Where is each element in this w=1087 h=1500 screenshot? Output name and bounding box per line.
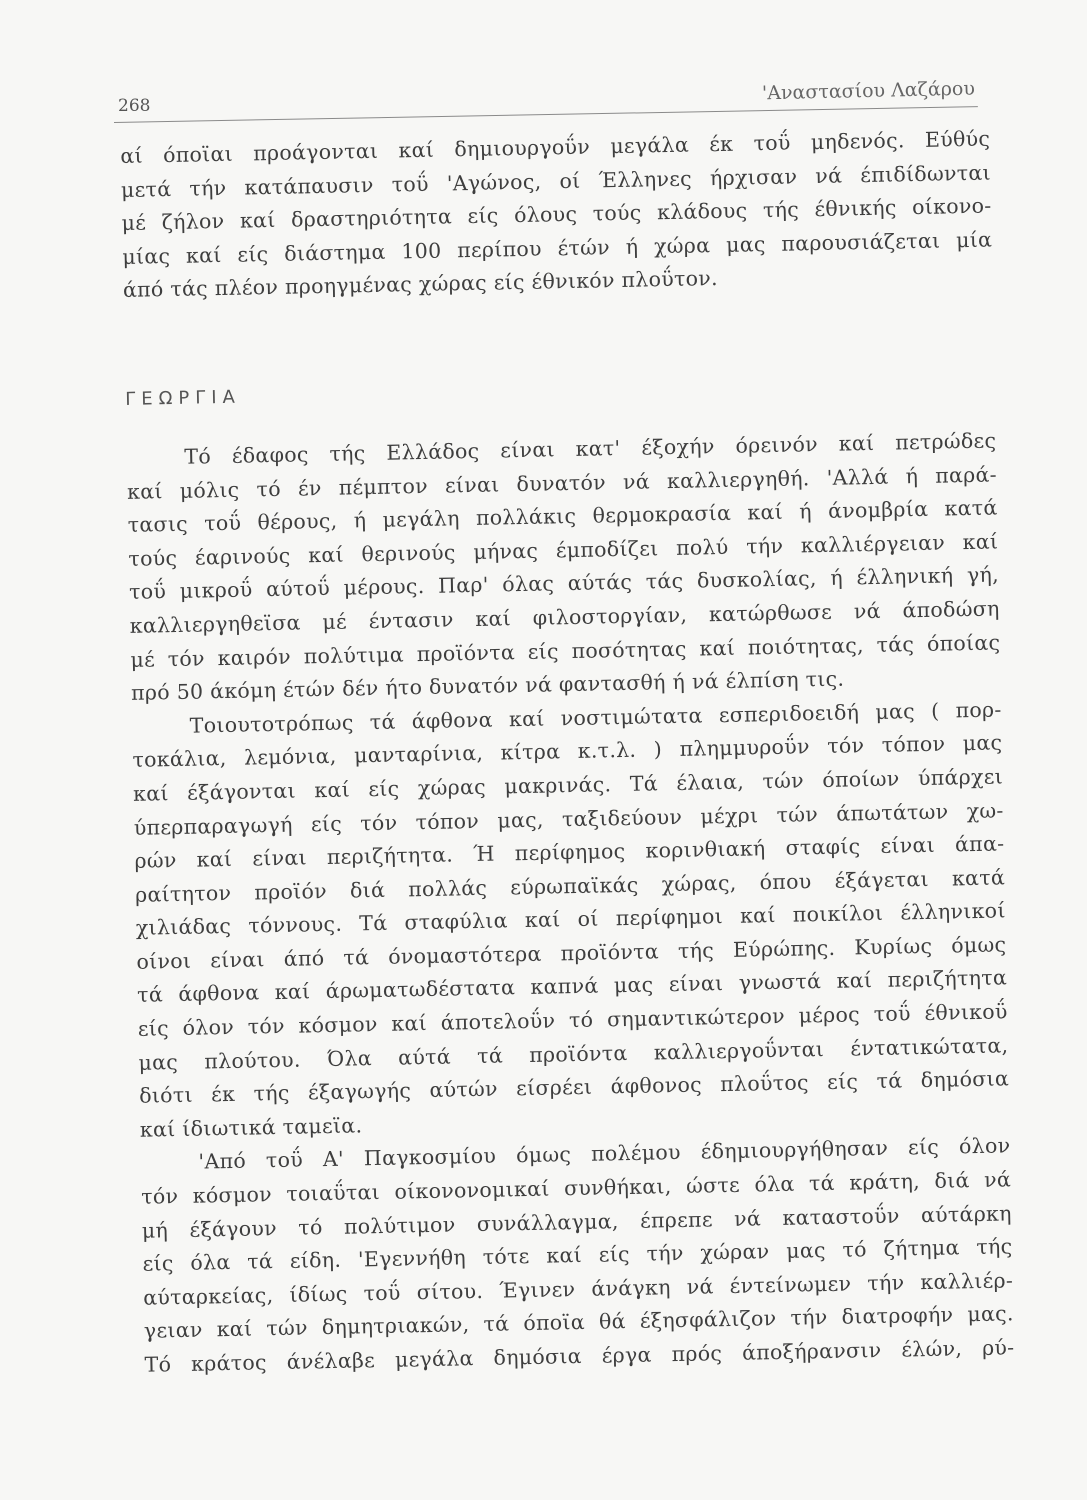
text-line: καλλιεργηθεϊσα μέ έντασιν καί φιλοστοργίαν, κατώρθωσε νά άποδώση [129,596,1000,638]
text-line: αύταρκείας, ίδίως τοΰ σίτου. Έγινεν άνάγκη νά έντείνωμεν τήν καλλιέρ- [142,1268,1014,1310]
body-text [120,123,1015,1383]
text-line: τά άφθονα καί άρωματωδέστατα καπνά μας είναι γνωστά καί περιζήτητα [136,965,1008,1008]
text-line: ρών καί είναι περιζήτητα. Ή περίφημος κορινθιακή σταφίς είναι άπα- [134,831,1005,873]
text-line: πρό 50 άκόμη έτών δέν ήτο δυνατόν νά φαντασθή ή νά έλπίση τις. [130,666,845,706]
header-rule [114,106,978,123]
text-line: τόν κόσμον τοιαΰται οίκονονομικαί συνθήκαι, ώστε όλα τά κράτη, διά νά [140,1167,1012,1209]
text-line: είς όλα τά είδη. 'Εγεννήθη τότε καί είς τήν χώραν μας τό ζήτημα τής [142,1234,1013,1276]
text-line: 'Από τοΰ Α' Παγκοσμίου όμως πολέμου έδημιουργήθησαν είς όλον [198,1133,1011,1175]
text-line: ύπερπαραγωγή είς τόν τόπον μας, ταξιδεύουν μέχρι τών άπωτάτων χω- [133,797,1004,840]
text-line: γειαν καί τών δημητριακών, τά όποϊα θά έξησφάλιζον τήν διατροφήν μας. [143,1301,1014,1344]
text-line: τασις τοΰ θέρους, ή μεγάλη πολλάκις θερμοκρασία καί ή άνομβρία κατά [127,495,998,538]
text-line: ραίτητον προϊόν διά πολλάς εύρωπαϊκάς χώρας, όπου έξάγεται κατά [134,865,1006,907]
text-line: αί όποϊαι προάγονται καί δημιουργοΰν μεγάλα έκ τοΰ μηδενός. Εύθύς [120,126,991,168]
text-line: είς όλον τόν κόσμον καί άποτελοΰν τό σημαντικώτερον μέρος τοΰ έθνικοΰ [137,999,1008,1041]
text-line: τοκάλια, λεμόνια, μανταρίνια, κίτρα κ.τ.λ. ) πλημμυροΰν τόν τόπον μας [132,730,1003,773]
text-line: Τό έδαφος τής Ελλάδος είναι κατ' έξοχήν όρεινόν καί πετρώδες [184,428,997,469]
text-line: τοΰ μικροΰ αύτοΰ μέρους. Παρ' όλας αύτάς τάς δυσκολίας, ή έλληνική γή, [128,562,1000,605]
paragraph-2 [131,693,1010,1147]
text-line: καί έξάγονται καί είς χώρας μακρινάς. Τά έλαια, τών όποίων ύπάρχει [132,764,1004,806]
text-line: χιλιάδας τόννους. Τά σταφύλια καί οί περίφημοι καί ποικίλοι έλληνικοί [135,898,1006,941]
text-line: μή έξάγουν τό πολύτιμον συνάλλαγμα, έπρεπε νά καταστοΰν αύτάρκη [141,1200,1012,1243]
text-line: καί μόλις τό έν πέμπτον είναι δυνατόν νά καλλιεργηθή. 'Αλλά ή παρά- [126,462,998,504]
text-line: Τό κράτος άνέλαβε μεγάλα δημόσια έργα πρός άποξήρανσιν έλών, ρύ- [144,1335,1015,1377]
section-heading: ΓΕΩΡΓΙΑ [124,386,242,410]
text-line: μέ ζήλον καί δραστηριότητα είς όλους τούς κλάδους τής έθνικής οίκονο- [121,193,992,236]
text-line: τούς έαρινούς καί θερινούς μήνας έμποδίζει πολύ τήν καλλιέργειαν καί [128,529,999,571]
text-line: καί ίδιωτικά ταμεϊα. [139,1113,363,1142]
running-head: 'Αναστασίου Λαζάρου [761,77,976,105]
text-line: μέ τόν καιρόν πολύτιμα προϊόντα είς ποσότητας καί ποιότητας, τάς όποίας [130,629,1001,672]
text-line: μετά τήν κατάπαυσιν τοΰ 'Αγώνος, οί Έλληνες ήρχισαν νά έπιδίδωνται [120,160,992,202]
intro-paragraph [120,123,993,308]
page-number: 268 [118,96,151,116]
text-line: μας πλούτου. Όλα αύτά τά προϊόντα καλλιεργοΰνται έντατικώτατα, [138,1033,1009,1075]
text-line: Τοιουτοτρόπως τά άφθονα καί νοστιμώτατα εσπεριδοειδή μας ( πορ- [189,697,1002,738]
text-line: μίας καί είς διάστημα 100 περίπου έτών ή χώρα μας παρουσιάζεται μία [122,227,993,269]
paragraph-1 [126,424,1001,710]
text-line: οίνοι είναι άπό τά όνομαστότερα προϊόντα τής Εύρώπης. Κυρίως όμως [136,932,1007,974]
text-line: διότι έκ τής έξαγωγής αύτών είσρέει άφθονος πλοΰτος είς τά δημόσια [138,1066,1010,1109]
paragraph-3 [140,1130,1015,1383]
text-line: άπό τάς πλέον προηγμένας χώρας είς έθνικόν πλοΰτον. [122,266,719,303]
